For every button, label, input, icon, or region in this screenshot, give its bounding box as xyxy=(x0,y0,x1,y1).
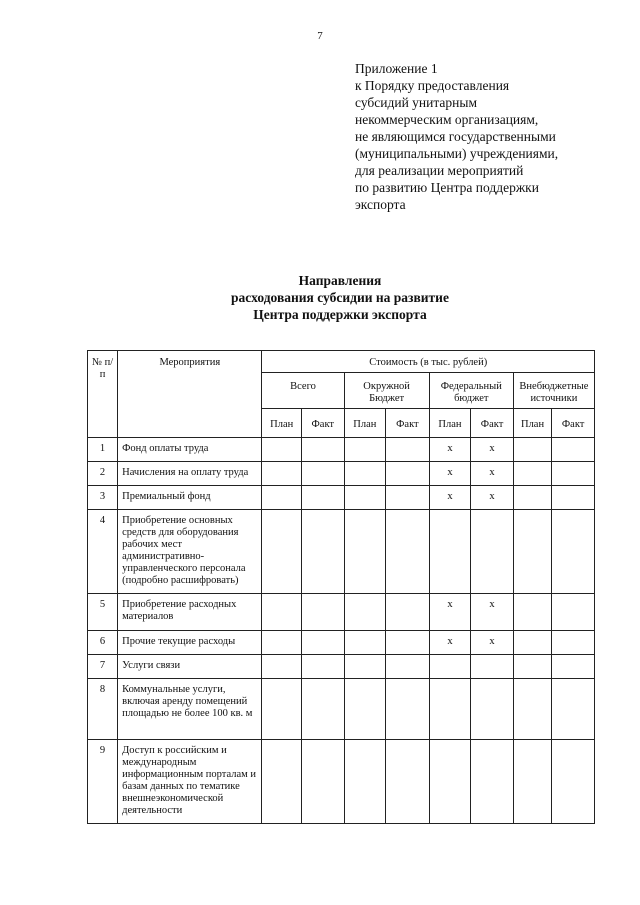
header-group-total: Всего xyxy=(262,373,344,409)
row-cell xyxy=(552,462,595,486)
appendix-line: к Порядку предоставления xyxy=(355,78,510,93)
row-cell xyxy=(344,655,386,679)
document-title xyxy=(120,272,560,323)
row-cell xyxy=(262,462,301,486)
row-cell xyxy=(513,655,551,679)
row-number: 5 xyxy=(88,594,118,631)
row-cell xyxy=(386,486,430,510)
row-cell xyxy=(301,655,344,679)
row-cell xyxy=(513,462,551,486)
row-cell xyxy=(552,740,595,824)
header-fact: Факт xyxy=(386,409,430,438)
header-plan: План xyxy=(344,409,386,438)
row-cell xyxy=(301,510,344,594)
row-activity: Приобретение расходных материалов xyxy=(118,594,262,631)
row-cell xyxy=(301,438,344,462)
header-group-district: Окружной Бюджет xyxy=(344,373,429,409)
row-cell xyxy=(344,740,386,824)
row-cell xyxy=(552,438,595,462)
row-cell xyxy=(344,631,386,655)
title-line: Направления xyxy=(298,273,382,288)
row-number: 1 xyxy=(88,438,118,462)
row-activity: Премиальный фонд xyxy=(118,486,262,510)
row-cell: х xyxy=(429,594,471,631)
row-cell xyxy=(386,510,430,594)
appendix-line: Приложение 1 xyxy=(355,61,438,76)
row-cell xyxy=(301,486,344,510)
row-cell: х xyxy=(471,631,514,655)
row-cell xyxy=(552,510,595,594)
row-cell xyxy=(344,462,386,486)
row-cell xyxy=(301,594,344,631)
row-cell xyxy=(344,438,386,462)
appendix-header xyxy=(355,60,625,213)
header-num: № п/п xyxy=(88,351,118,438)
row-cell xyxy=(513,631,551,655)
table-row xyxy=(88,438,595,462)
row-cell xyxy=(471,510,514,594)
title-line: Центра поддержки экспорта xyxy=(253,307,427,322)
appendix-line: экспорта xyxy=(355,197,406,212)
appendix-line: субсидий унитарным xyxy=(355,95,478,110)
row-activity: Приобретение основных средств для оборудования рабочих мест административно-управленческого персонала (подробно расшифровать) xyxy=(118,510,262,594)
row-cell xyxy=(552,486,595,510)
row-number: 7 xyxy=(88,655,118,679)
row-cell xyxy=(552,631,595,655)
row-cell xyxy=(386,438,430,462)
row-number: 9 xyxy=(88,740,118,824)
row-cell xyxy=(429,679,471,740)
row-cell: х xyxy=(429,486,471,510)
header-fact: Факт xyxy=(471,409,514,438)
row-cell xyxy=(262,594,301,631)
table-row xyxy=(88,740,595,824)
header-group-offbudget: Внебюджетные источники xyxy=(513,373,594,409)
table-row xyxy=(88,486,595,510)
row-number: 3 xyxy=(88,486,118,510)
row-cell xyxy=(344,510,386,594)
row-cell: х xyxy=(471,438,514,462)
row-activity: Доступ к российским и международным информационным порталам и базам данных по тематике внешнеэкономической деятельности xyxy=(118,740,262,824)
row-number: 6 xyxy=(88,631,118,655)
row-cell xyxy=(471,740,514,824)
table-row xyxy=(88,655,595,679)
row-cell xyxy=(301,740,344,824)
header-fact: Факт xyxy=(552,409,595,438)
appendix-line: не являющимся государственными xyxy=(355,129,556,144)
row-cell xyxy=(386,740,430,824)
row-cell: х xyxy=(429,462,471,486)
row-cell xyxy=(513,740,551,824)
page-number: 7 xyxy=(317,30,323,42)
row-cell xyxy=(344,679,386,740)
row-cell xyxy=(386,655,430,679)
row-cell xyxy=(262,510,301,594)
row-cell xyxy=(301,679,344,740)
table-row xyxy=(88,594,595,631)
row-activity: Услуги связи xyxy=(118,655,262,679)
appendix-line: (муниципальными) учреждениями, xyxy=(355,146,559,161)
row-cell xyxy=(513,510,551,594)
row-cell xyxy=(552,655,595,679)
table-row xyxy=(88,510,595,594)
row-cell xyxy=(429,655,471,679)
row-cell xyxy=(262,438,301,462)
row-activity: Начисления на оплату труда xyxy=(118,462,262,486)
row-cell xyxy=(262,486,301,510)
row-number: 8 xyxy=(88,679,118,740)
row-cell xyxy=(513,486,551,510)
row-cell xyxy=(513,679,551,740)
row-number: 4 xyxy=(88,510,118,594)
header-cost: Стоимость (в тыс. рублей) xyxy=(262,351,595,373)
header-fact: Факт xyxy=(301,409,344,438)
row-cell: х xyxy=(471,594,514,631)
row-cell xyxy=(552,594,595,631)
row-cell xyxy=(262,631,301,655)
expenditure-table xyxy=(87,350,595,824)
row-cell: х xyxy=(429,438,471,462)
row-activity: Прочие текущие расходы xyxy=(118,631,262,655)
row-cell xyxy=(301,462,344,486)
row-cell: х xyxy=(471,486,514,510)
appendix-line: по развитию Центра поддержки xyxy=(355,180,539,195)
row-cell xyxy=(386,462,430,486)
appendix-line: некоммерческим организациям, xyxy=(355,112,539,127)
table-row xyxy=(88,679,595,740)
row-cell xyxy=(262,655,301,679)
row-cell xyxy=(344,486,386,510)
table-row xyxy=(88,462,595,486)
header-plan: План xyxy=(513,409,551,438)
row-cell xyxy=(429,740,471,824)
row-cell xyxy=(513,438,551,462)
row-cell xyxy=(471,655,514,679)
row-cell xyxy=(301,631,344,655)
row-cell: х xyxy=(429,631,471,655)
header-group-federal: Федеральный бюджет xyxy=(429,373,513,409)
header-activities: Мероприятия xyxy=(118,351,262,438)
row-cell xyxy=(552,679,595,740)
row-cell xyxy=(344,594,386,631)
title-line: расходования субсидии на развитие xyxy=(231,290,449,305)
row-activity: Коммунальные услуги, включая аренду помещений площадью не более 100 кв. м xyxy=(118,679,262,740)
row-cell xyxy=(471,679,514,740)
table-row xyxy=(88,631,595,655)
row-number: 2 xyxy=(88,462,118,486)
row-cell xyxy=(386,631,430,655)
row-cell xyxy=(262,740,301,824)
row-cell xyxy=(262,679,301,740)
row-cell xyxy=(386,594,430,631)
header-plan: План xyxy=(262,409,301,438)
row-cell: х xyxy=(471,462,514,486)
header-plan: План xyxy=(429,409,471,438)
row-cell xyxy=(513,594,551,631)
row-activity: Фонд оплаты труда xyxy=(118,438,262,462)
row-cell xyxy=(386,679,430,740)
appendix-line: для реализации мероприятий xyxy=(355,163,524,178)
row-cell xyxy=(429,510,471,594)
